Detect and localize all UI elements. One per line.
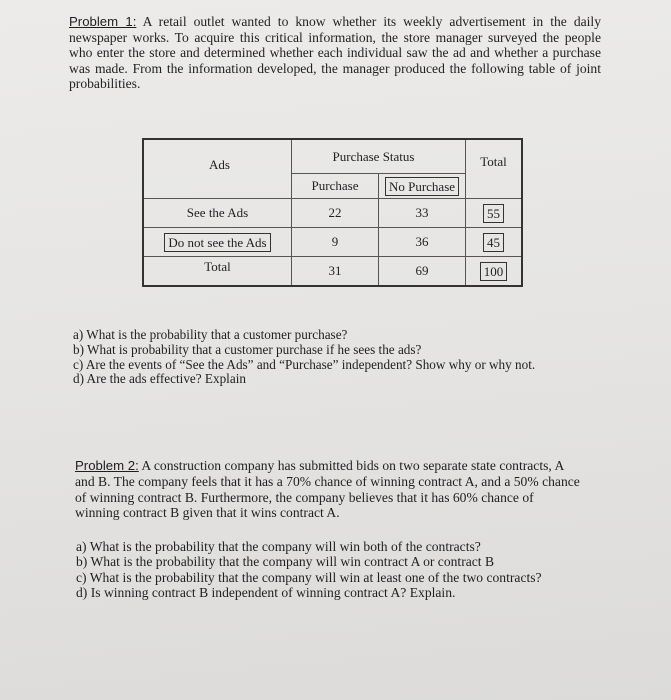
problem-2-questions bbox=[76, 539, 542, 601]
question-item: d) Are the ads effective? Explain bbox=[73, 371, 246, 387]
problem-2-text: A construction company has submitted bids on two separate state contracts, A and B. The company feels that it has a 70% chance of winning contract A, and a 50% chance of winning contract B. Furthermore, the company believes that it has 60% chance of winning contract B given that it wins contract A. bbox=[75, 458, 580, 521]
no-purchase-value: 69 bbox=[415, 263, 429, 278]
joint-probability-table bbox=[142, 138, 523, 287]
row-label-cell bbox=[143, 199, 292, 228]
purchase-cell bbox=[292, 199, 379, 228]
table-row bbox=[143, 257, 522, 287]
problem-1-questions bbox=[73, 328, 535, 387]
purchase-status-header-cell bbox=[292, 139, 466, 174]
question-item: d) Is winning contract B independent of winning contract A? Explain. bbox=[76, 585, 456, 601]
no-purchase-value: 36 bbox=[415, 234, 429, 249]
total-cell bbox=[466, 199, 523, 228]
total-cell bbox=[466, 257, 523, 287]
purchase-value: 31 bbox=[328, 263, 342, 278]
table-row bbox=[143, 199, 522, 228]
no-purchase-cell bbox=[379, 199, 466, 228]
row-label: Total bbox=[204, 259, 231, 274]
question-item: c) Are the events of “See the Ads” and “Purchase” independent? Show why or why not. bbox=[73, 356, 536, 372]
row-label-cell bbox=[143, 228, 292, 257]
question-item: a) What is the probability that a customer purchase? bbox=[73, 327, 348, 342]
purchase-col-header-cell bbox=[292, 174, 379, 199]
row-label: Do not see the Ads bbox=[164, 233, 270, 252]
purchase-value: 22 bbox=[328, 205, 342, 220]
problem-1-paragraph bbox=[69, 14, 601, 92]
table-row bbox=[143, 228, 522, 257]
problem-1-label: Problem 1: bbox=[69, 14, 137, 29]
no-purchase-col-header-cell bbox=[379, 174, 466, 199]
no-purchase-cell bbox=[379, 257, 466, 287]
total-value: 45 bbox=[483, 233, 504, 252]
ads-header-cell bbox=[143, 139, 292, 199]
purchase-cell bbox=[292, 257, 379, 287]
purchase-cell bbox=[292, 228, 379, 257]
no-purchase-col-header: No Purchase bbox=[385, 177, 459, 196]
total-header: Total bbox=[480, 154, 507, 169]
total-value: 55 bbox=[483, 204, 504, 223]
purchase-status-header: Purchase Status bbox=[332, 148, 415, 164]
total-value: 100 bbox=[480, 262, 508, 281]
row-label: See the Ads bbox=[186, 205, 249, 220]
question-item: b) What is the probability that the company will win contract A or contract B bbox=[76, 554, 495, 570]
question-item: c) What is the probability that the company will win at least one of the two contracts? bbox=[76, 569, 542, 585]
no-purchase-cell bbox=[379, 228, 466, 257]
purchase-col-header: Purchase bbox=[311, 178, 359, 193]
no-purchase-value: 33 bbox=[415, 205, 429, 220]
total-header-cell bbox=[466, 139, 523, 199]
row-label-cell bbox=[143, 257, 292, 287]
problem-1-text: A retail outlet wanted to know whether its weekly advertisement in the daily newspaper works. To acquire this critical information, the store manager surveyed the people who enter the store and determined whether each individual saw the ad and whether a purchase was made. From the information developed, the manager produced the following table of joint probabilities. bbox=[69, 14, 601, 92]
total-cell bbox=[466, 228, 523, 257]
purchase-value: 9 bbox=[331, 234, 339, 249]
question-item: a) What is the probability that the company will win both of the contracts? bbox=[76, 539, 481, 554]
problem-2-paragraph bbox=[75, 458, 580, 521]
problem-2-label: Problem 2: bbox=[75, 458, 139, 473]
question-item: b) What is probability that a customer purchase if he sees the ads? bbox=[73, 341, 422, 357]
ads-header: Ads bbox=[209, 157, 230, 172]
